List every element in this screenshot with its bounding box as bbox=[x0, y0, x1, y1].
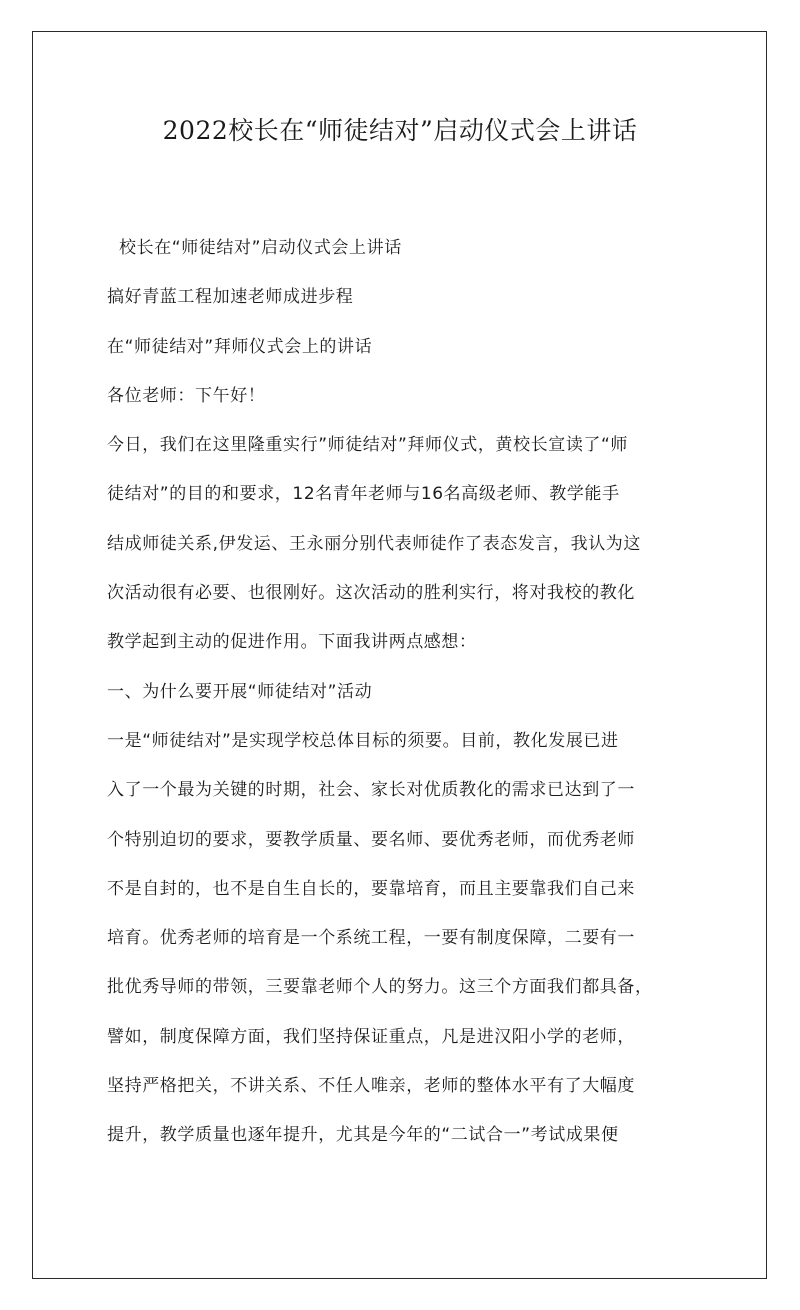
body-line-4: 各位老师：下午好！ bbox=[107, 385, 266, 406]
body-line-6: 徒结对”的目的和要求，12名青年老师与16名高级老师、教学能手 bbox=[107, 484, 620, 505]
body-line-16: 批优秀导师的带领，三要靠老师个人的努力。这三个方面我们都具备， bbox=[107, 977, 653, 998]
body-line-5: 今日，我们在这里隆重实行”师徒结对”拜师仪式，黄校长宣读了“师 bbox=[107, 435, 629, 456]
document-body bbox=[107, 224, 707, 1161]
body-line-14: 不是自封的，也不是自生自长的，要靠培育，而且主要靠我们自己来 bbox=[107, 878, 635, 899]
body-line-17: 譬如，制度保障方面，我们坚持保证重点，凡是进汉阳小学的老师， bbox=[107, 1026, 635, 1047]
body-line-11: 一是“师徒结对”是实现学校总体目标的须要。目前，教化发展已进 bbox=[107, 730, 619, 751]
body-line-9: 教学起到主动的促进作用。下面我讲两点感想： bbox=[107, 632, 477, 653]
section-heading: 一、为什么要开展“师徒结对”活动 bbox=[107, 681, 373, 702]
body-line-1: 校长在“师徒结对”启动仪式会上讲话 bbox=[119, 238, 402, 258]
body-line-13: 个特别迫切的要求，要教学质量、要名师、要优秀老师，而优秀老师 bbox=[107, 829, 635, 850]
body-line-3: 在“师徒结对”拜师仪式会上的讲话 bbox=[107, 336, 373, 357]
body-line-15: 培育。优秀老师的培育是一个系统工程，一要有制度保障，二要有一 bbox=[107, 928, 635, 949]
body-line-18: 坚持严格把关，不讲关系、不任人唯亲，老师的整体水平有了大幅度 bbox=[107, 1076, 635, 1097]
body-line-7: 结成师徒关系,伊发运、王永丽分别代表师徒作了表态发言，我认为这 bbox=[107, 533, 642, 554]
body-line-19: 提升，教学质量也逐年提升，尤其是今年的“二试合一”考试成果便 bbox=[107, 1125, 619, 1146]
body-line-2: 搞好青蓝工程加速老师成进步程 bbox=[107, 287, 354, 308]
body-line-12: 入了一个最为关键的时期，社会、家长对优质教化的需求已达到了一 bbox=[107, 780, 635, 801]
body-line-8: 次活动很有必要、也很刚好。这次活动的胜利实行，将对我校的教化 bbox=[107, 583, 635, 604]
document-title: 2022校长在“师徒结对”启动仪式会上讲话 bbox=[162, 116, 638, 145]
